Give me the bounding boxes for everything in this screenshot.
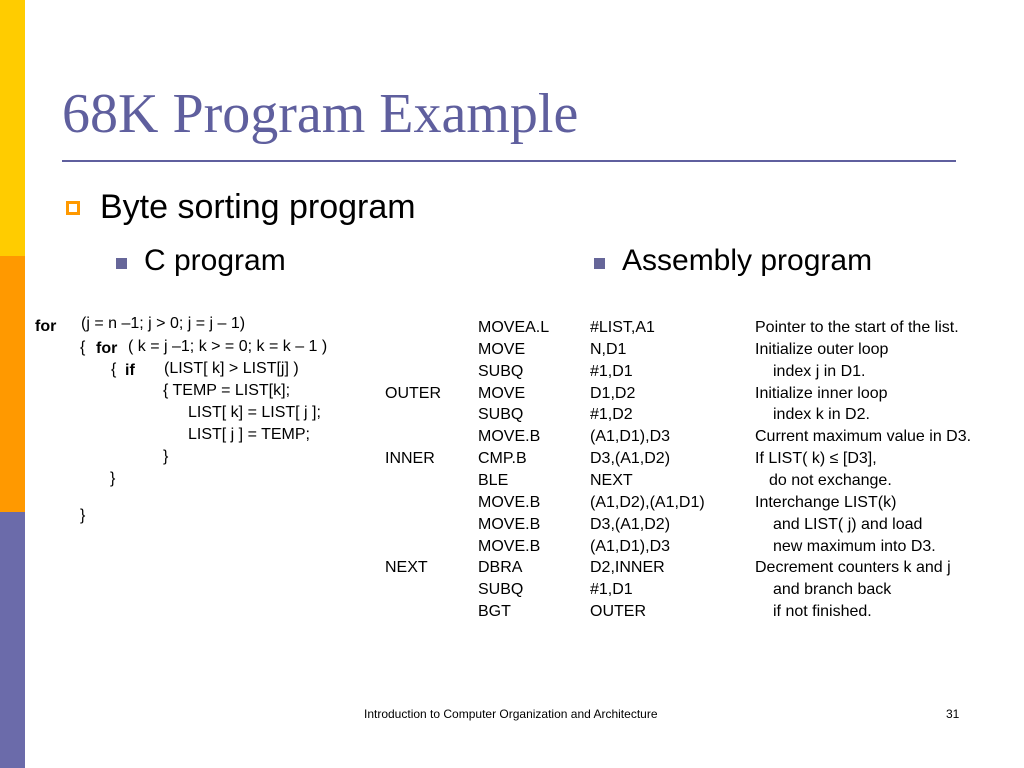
asm-operand: D1,D2 — [590, 385, 636, 402]
asm-opcode: MOVE.B — [478, 494, 541, 511]
c-line-2: ( k = j –1; k > = 0; k = k – 1 ) — [128, 338, 328, 355]
c-line-6: LIST[ j ] = TEMP; — [188, 426, 310, 443]
filled-square-bullet-icon — [594, 258, 605, 269]
slide-title: 68K Program Example — [62, 83, 579, 145]
asm-operand: NEXT — [590, 472, 633, 489]
asm-comment: Initialize outer loop — [755, 341, 889, 358]
asm-operand: D3,(A1,D2) — [590, 516, 671, 533]
asm-opcode: MOVEA.L — [478, 319, 550, 336]
asm-operand: OUTER — [590, 603, 646, 620]
sub-bullet-text: C program — [144, 244, 286, 277]
square-bullet-icon — [66, 201, 80, 215]
c-line-3: (LIST[ k] > LIST[j] ) — [164, 360, 299, 377]
asm-comment: Pointer to the start of the list. — [755, 319, 959, 336]
asm-comment: and branch back — [773, 581, 892, 598]
asm-comment: if not finished. — [773, 603, 872, 620]
footer-course-title: Introduction to Computer Organization and Architecture — [364, 707, 658, 721]
asm-comment: Initialize inner loop — [755, 385, 888, 402]
asm-opcode: SUBQ — [478, 581, 524, 598]
keyword-for: for — [35, 318, 57, 335]
asm-comment: Decrement counters k and j — [755, 559, 951, 576]
sub-bullet-text: Assembly program — [622, 244, 873, 277]
asm-comment: Interchange LIST(k) — [755, 494, 897, 511]
c-line-9: } — [80, 507, 86, 524]
keyword-for-inner: for — [96, 340, 118, 357]
asm-operand: (A1,D1),D3 — [590, 428, 671, 445]
asm-comment: If LIST( k) ≤ [D3], — [755, 450, 877, 467]
asm-operand: (A1,D1),D3 — [590, 538, 671, 555]
asm-opcode: MOVE.B — [478, 428, 541, 445]
c-line-2-brace: { — [80, 339, 86, 356]
asm-opcode: SUBQ — [478, 406, 524, 423]
side-bar-yellow — [0, 0, 25, 256]
c-line-3-brace: { — [111, 361, 117, 378]
asm-operand: #1,D2 — [590, 406, 633, 423]
filled-square-bullet-icon — [116, 258, 127, 269]
asm-opcode: SUBQ — [478, 363, 524, 380]
asm-label: INNER — [385, 450, 435, 467]
asm-opcode: MOVE.B — [478, 516, 541, 533]
side-bar-orange — [0, 256, 25, 512]
asm-label: OUTER — [385, 385, 441, 402]
asm-opcode: BLE — [478, 472, 509, 489]
asm-operand: #1,D1 — [590, 363, 633, 380]
asm-operand: #1,D1 — [590, 581, 633, 598]
asm-comment: do not exchange. — [769, 472, 892, 489]
asm-operand: #LIST,A1 — [590, 319, 655, 336]
bullet-text: Byte sorting program — [100, 188, 416, 226]
c-line-8: } — [110, 470, 116, 487]
page-number: 31 — [946, 707, 960, 721]
asm-opcode: MOVE — [478, 385, 526, 402]
asm-label: NEXT — [385, 559, 428, 576]
asm-opcode: BGT — [478, 603, 511, 620]
c-line-4: { TEMP = LIST[k]; — [163, 382, 291, 399]
asm-opcode: MOVE.B — [478, 538, 541, 555]
asm-comment: and LIST( j) and load — [773, 516, 923, 533]
asm-operand: (A1,D2),(A1,D1) — [590, 494, 705, 511]
asm-comment: new maximum into D3. — [773, 538, 936, 555]
asm-comment: Current maximum value in D3. — [755, 428, 972, 445]
c-line-5: LIST[ k] = LIST[ j ]; — [188, 404, 321, 421]
side-bar-purple — [0, 512, 25, 768]
asm-opcode: DBRA — [478, 559, 523, 576]
asm-operand: D2,INNER — [590, 559, 665, 576]
asm-comment: index j in D1. — [773, 363, 866, 380]
asm-opcode: MOVE — [478, 341, 526, 358]
title-divider — [62, 160, 956, 162]
asm-operand: N,D1 — [590, 341, 627, 358]
c-line-1: (j = n –1; j > 0; j = j – 1) — [81, 315, 246, 332]
asm-operand: D3,(A1,D2) — [590, 450, 671, 467]
c-line-7: } — [163, 448, 169, 465]
asm-comment: index k in D2. — [773, 406, 870, 423]
keyword-if: if — [125, 362, 135, 379]
asm-opcode: CMP.B — [478, 450, 527, 467]
